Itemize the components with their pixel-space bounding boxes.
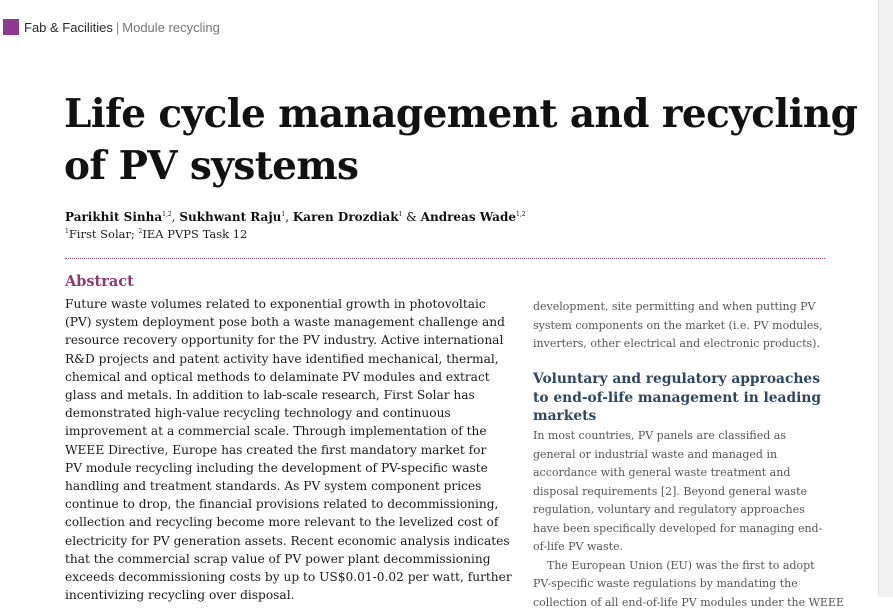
abstract-line: that the commercial scrap value of PV power plant decommissioning [65, 550, 515, 568]
body-line: In most countries, PV panels are classified as [533, 427, 833, 446]
author-affil-sup: 1,2 [162, 211, 172, 218]
section-name: Fab & Facilities [24, 20, 113, 35]
abstract-line: incentivizing recycling over disposal. [65, 586, 515, 604]
body-line: accordance with general waste treatment and [533, 464, 833, 483]
abstract-line: R&D projects and patent activity have identified mechanical, thermal, [65, 350, 515, 368]
article-title [64, 88, 864, 192]
affil-text: First Solar; [69, 227, 139, 241]
subsection-name: Module recycling [122, 20, 220, 35]
subheading-line: markets [533, 407, 823, 426]
body-line: regulation, voluntary and regulatory approaches [533, 501, 833, 520]
body-line: The European Union (EU) was the first to adopt [533, 557, 833, 576]
subheading-line: Voluntary and regulatory approaches [533, 370, 823, 389]
abstract-line: glass and metals. In addition to lab-scale research, First Solar has [65, 386, 515, 404]
title-line: of PV systems [64, 140, 864, 192]
author-affil-sup: 1 [399, 211, 403, 218]
dotted-divider [65, 258, 825, 259]
author-name: Parikhit Sinha [65, 210, 162, 224]
abstract-line: exceeds decommissioning costs by up to US$0.01-0.02 per watt, further [65, 568, 515, 586]
section-color-marker [3, 19, 19, 35]
column2-body-text [533, 427, 833, 612]
subheading-line: to end-of-life management in leading [533, 389, 823, 408]
abstract-line: resource recovery opportunity for the PV industry. Active international [65, 331, 515, 349]
section-header [0, 17, 220, 37]
body-line: inverters, other electrical and electronic products). [533, 335, 833, 354]
abstract-body [65, 295, 515, 604]
author-name: Andreas Wade [421, 210, 516, 224]
abstract-line: improvement at a commercial scale. Through implementation of the [65, 422, 515, 440]
author-name: Karen Drozdiak [293, 210, 399, 224]
author-separator: , [172, 210, 180, 224]
abstract-line: handling and treatment standards. As PV system component prices [65, 477, 515, 495]
affil-sup: 1 [65, 228, 69, 235]
body-line: general or industrial waste and managed in [533, 446, 833, 465]
author-affil-sup: 1,2 [516, 211, 526, 218]
abstract-line: collection and recycling become more relevant to the levelized cost of [65, 513, 515, 531]
page-edge [878, 0, 893, 597]
abstract-line: Future waste volumes related to exponential growth in photovoltaic [65, 295, 515, 313]
body-line: collection of all end-of-life PV modules under the WEEE [533, 594, 833, 612]
abstract-line: continue to drop, the financial provisions related to decommissioning, [65, 495, 515, 513]
title-line: Life cycle management and recycling [64, 88, 864, 140]
affil-text: IEA PVPS Task 12 [142, 227, 247, 241]
author-name: Sukhwant Raju [179, 210, 281, 224]
section-separator: | [116, 20, 119, 35]
body-line: system components on the market (i.e. PV modules, [533, 317, 833, 336]
abstract-line: WEEE Directive, Europe has created the first mandatory market for [65, 441, 515, 459]
abstract-line: chemical and optical methods to delaminate PV modules and extract [65, 368, 515, 386]
affil-sup: 2 [139, 228, 143, 235]
abstract-line: PV module recycling including the development of PV-specific waste [65, 459, 515, 477]
body-line: disposal requirements [2]. Beyond general waste [533, 483, 833, 502]
body-line: have been specifically developed for managing end- [533, 520, 833, 539]
author-separator: , [285, 210, 293, 224]
abstract-heading: Abstract [65, 273, 134, 290]
author-separator: & [402, 210, 420, 224]
abstract-line: electricity for PV generation assets. Recent economic analysis indicates [65, 532, 515, 550]
author-list [65, 210, 526, 224]
affiliations [65, 227, 247, 241]
body-line: of-life PV waste. [533, 538, 833, 557]
column2-top-text [533, 298, 833, 354]
author-affil-sup: 1 [281, 211, 285, 218]
section-subheading [533, 370, 823, 426]
abstract-line: demonstrated high-value recycling technology and continuous [65, 404, 515, 422]
abstract-line: (PV) system deployment pose both a waste management challenge and [65, 313, 515, 331]
body-line: development, site permitting and when putting PV [533, 298, 833, 317]
body-line: PV-specific waste regulations by mandating the [533, 575, 833, 594]
